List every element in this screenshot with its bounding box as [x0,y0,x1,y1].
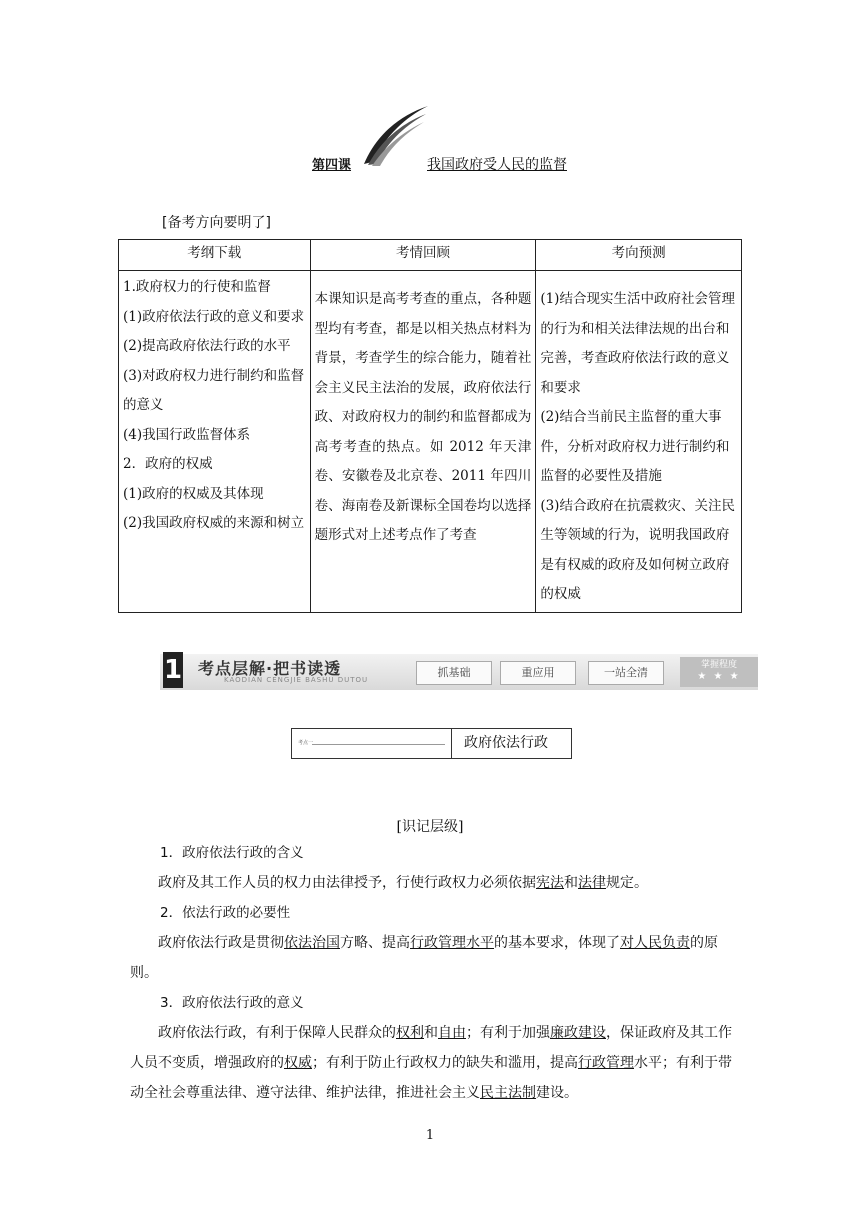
kaodian-box [291,728,572,759]
forecast-item: (2)结合当前民主监督的重大事件，分析对政府权力进行制约和监督的必要性及措施 [540,409,730,484]
exam-direction-table [118,239,742,613]
table-header: 考纲下载 [119,240,311,271]
swoosh-logo-icon [358,102,430,168]
section-heading: 1．政府依法行政的含义 [160,845,304,861]
syllabus-item: (2)我国政府权威的来源和树立 [123,515,305,531]
forecast-item: (1)结合现实生活中政府社会管理的行为和相关法律法规的出台和完善，考查政府依法行政的意义和要求 [540,291,735,396]
banner-title: 考点层解·把书读透 [198,659,342,678]
table-header: 考情回顾 [310,240,536,271]
mastery-badge [680,657,758,687]
syllabus-cell [119,271,311,613]
kaodian-title: 政府依法行政 [464,735,548,751]
kaodian-tag: 考点一 [298,740,314,746]
divider [312,744,445,745]
syllabus-item: 1.政府权力的行使和监督 [123,279,271,295]
paragraph: 政府及其工作人员的权力由法律授予，行使行政权力必须依据宪法和法律规定。 [158,875,648,891]
section-label: [备考方向要明了] [162,215,271,231]
forecast-item: (3)结合政府在抗震救灾、关注民生等领域的行为，说明我国政府是有权威的政府及如何树立政府的权威 [540,497,735,602]
section-banner [160,654,758,690]
review-text: 本课知识是高考考查的重点，各种题型均有考查，都是以相关热点材料为背景，考查学生的综合能力，随着社会主义民主法治的发展，政府依法行政、对政府权力的制约和监督都成为高考考查的热点。如 2012 年天津卷、安徽卷及北京卷、2011 年四川卷、海南卷及新课标全国卷均以选择题形式对上述考点作了考查 [314,291,532,543]
paragraph: 政府依法行政，有利于保障人民群众的权利和自由；有利于加强廉政建设，保证政府及其工作人员不变质，增强政府的权威；有利于防止行政权力的缺失和滥用，提高行政管理水平；有利于带动全社会尊重法律、遵守法律、维护法律，推进社会主义民主法制建设。 [130,1025,732,1101]
section-heading: 3．政府依法行政的意义 [160,995,304,1011]
kaodian-tag-area [292,729,452,758]
review-cell [310,271,536,613]
banner-subtitle: KAODIAN CENGJIE BASHU DUTOU [224,676,369,684]
syllabus-item: (4)我国行政监督体系 [123,426,251,443]
lesson-title: 我国政府受人民的监督 [427,157,567,173]
paragraph: 政府依法行政是贯彻依法治国方略、提高行政管理水平的基本要求，体现了对人民负责的原则。 [130,935,718,981]
table-header: 考向预测 [536,240,742,271]
tab-all-clear[interactable]: 一站全清 [588,661,664,685]
lesson-heading [312,154,567,173]
table-header-row [119,240,742,271]
star-icon: ★ ★ ★ [697,671,741,682]
section-heading: 2．依法行政的必要性 [160,905,291,921]
table-row [119,271,742,613]
tab-basics[interactable]: 抓基础 [416,661,492,685]
syllabus-item: (1)政府的权威及其体现 [123,485,264,502]
banner-number: 1 [163,652,183,688]
page-number: 1 [425,1128,435,1143]
mastery-label: 掌握程度 [700,660,737,670]
lesson-number: 第四课 [312,158,352,173]
tab-application[interactable]: 重应用 [500,661,576,685]
syllabus-item: (3)对政府权力进行制约和监督的意义 [123,367,305,413]
syllabus-item: (1)政府依法行政的意义和要求 [123,308,305,325]
forecast-cell [536,271,742,613]
syllabus-item: (2)提高政府依法行政的水平 [123,338,291,354]
syllabus-item: 2．政府的权威 [123,456,213,472]
level-label: [识记层级] [396,819,464,835]
